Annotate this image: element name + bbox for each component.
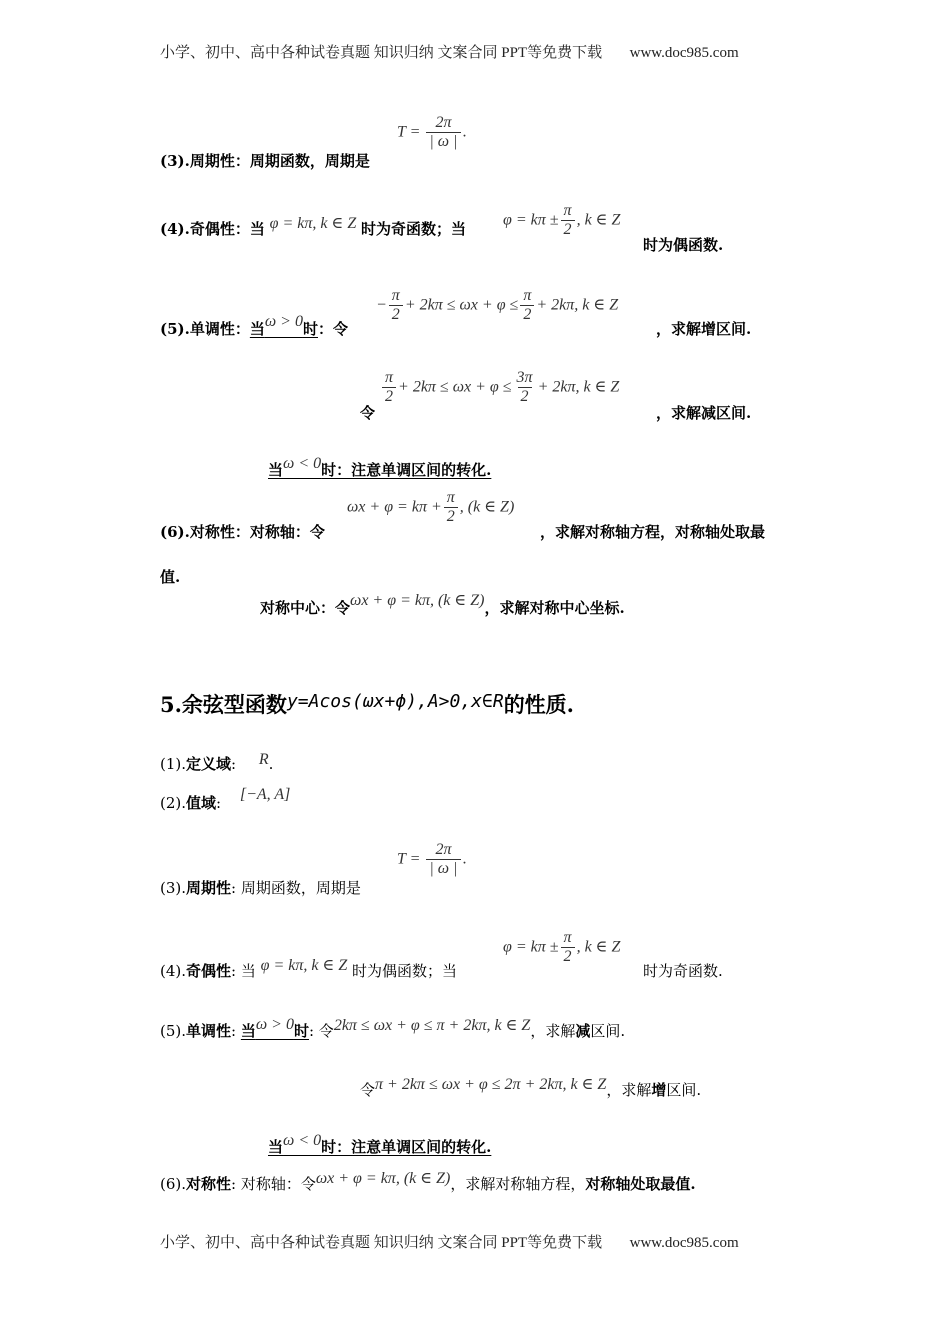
cos-period-line: (3).周期性: 周期函数，周期是 [160, 879, 361, 897]
sine-decreasing-formula: $\frac{\pi}{2}$ + 2kπ ≤ ωx + φ ≤ $\frac{3\pi}{2}$ + 2kπ, k ∈ Z [380, 370, 619, 406]
cos-increasing-line: 令π + 2kπ ≤ ωx + φ ≤ 2π + 2kπ, k ∈ Z，求解增区间. [360, 1076, 702, 1099]
sine-decreasing-ling: 令 [360, 404, 376, 422]
sine-parity-line: (4).奇偶性：当 φ = kπ, k ∈ Z 时为奇函数；当 [160, 215, 467, 238]
header-links: 小学、初中、高中各种试卷真题 知识归纳 文案合同 PPT等免费下载 [160, 45, 603, 61]
cos-period-formula: T = $\frac{2\pi}{| \omega |}$ . [397, 841, 467, 877]
sine-center-line: 对称中心：令ωx + φ = kπ, (k ∈ Z)，求解对称中心坐标. [260, 592, 625, 617]
footer-site[interactable]: www.doc985.com [629, 1235, 739, 1251]
sine-axis-end: ，求解对称轴方程，对称轴处取最 [540, 523, 766, 541]
sine-parity-end: 时为偶函数. [643, 236, 724, 254]
sine-increasing-formula: − $\frac{\pi}{2}$ + 2kπ ≤ ωx + φ ≤ $\frac{\pi}{2}$ + 2kπ, k ∈ Z [376, 287, 619, 323]
sine-negative-omega-note: 当ω < 0时：注意单调区间的转化. [268, 455, 492, 479]
cos-range-line: (2).值域: [−A, A] [160, 786, 291, 812]
sine-axis-wrap: 值. [160, 568, 181, 586]
cos-parity-line: (4).奇偶性: 当 φ = kπ, k ∈ Z 时为偶函数；当 [160, 957, 458, 980]
page-header [160, 41, 739, 62]
sine-period-label: (3).周期性：周期函数，周期是 [160, 152, 370, 170]
sine-decreasing-end: ，求解减区间. [656, 404, 752, 422]
cos-parity-end: 时为奇函数. [643, 962, 723, 980]
sine-axis-formula: ωx + φ = kπ + $\frac{\pi}{2}$ , (k ∈ Z) [347, 489, 515, 525]
footer-links: 小学、初中、高中各种试卷真题 知识归纳 文案合同 PPT等免费下载 [160, 1235, 603, 1251]
cos-parity-cond2: φ = kπ ± $\frac{\pi}{2}$ , k ∈ Z [503, 929, 621, 965]
section-5-heading: 5.余弦型函数y=Acos(ωx+ϕ),A>0,x∈R的性质. [160, 691, 574, 717]
cos-negative-omega-note: 当ω < 0时：注意单调区间的转化. [268, 1132, 492, 1156]
cos-symmetry-line: (6).对称性: 对称轴：令ωx + φ = kπ, (k ∈ Z)，求解对称轴方程，对称轴处取最值. [160, 1170, 696, 1193]
sine-parity-cond2: φ = kπ ± $\frac{\pi}{2}$ , k ∈ Z [503, 202, 621, 238]
header-site[interactable]: www.doc985.com [629, 45, 739, 61]
sine-monotonic-label: (5).单调性：当ω > 0时：令 [160, 313, 348, 338]
page-footer [160, 1231, 739, 1252]
cos-monotonic-line: (5).单调性: 当ω > 0时: 令2kπ ≤ ωx + φ ≤ π + 2kπ, k ∈ Z，求解减区间. [160, 1016, 626, 1040]
sine-increasing-end: ，求解增区间. [656, 320, 752, 338]
cos-domain-line: (1).定义域: R. [160, 751, 274, 773]
sine-period-formula: T = $\frac{2\pi}{| \omega |}$ . [397, 114, 467, 150]
sine-symmetry-label: (6).对称性：对称轴：令 [160, 523, 325, 541]
